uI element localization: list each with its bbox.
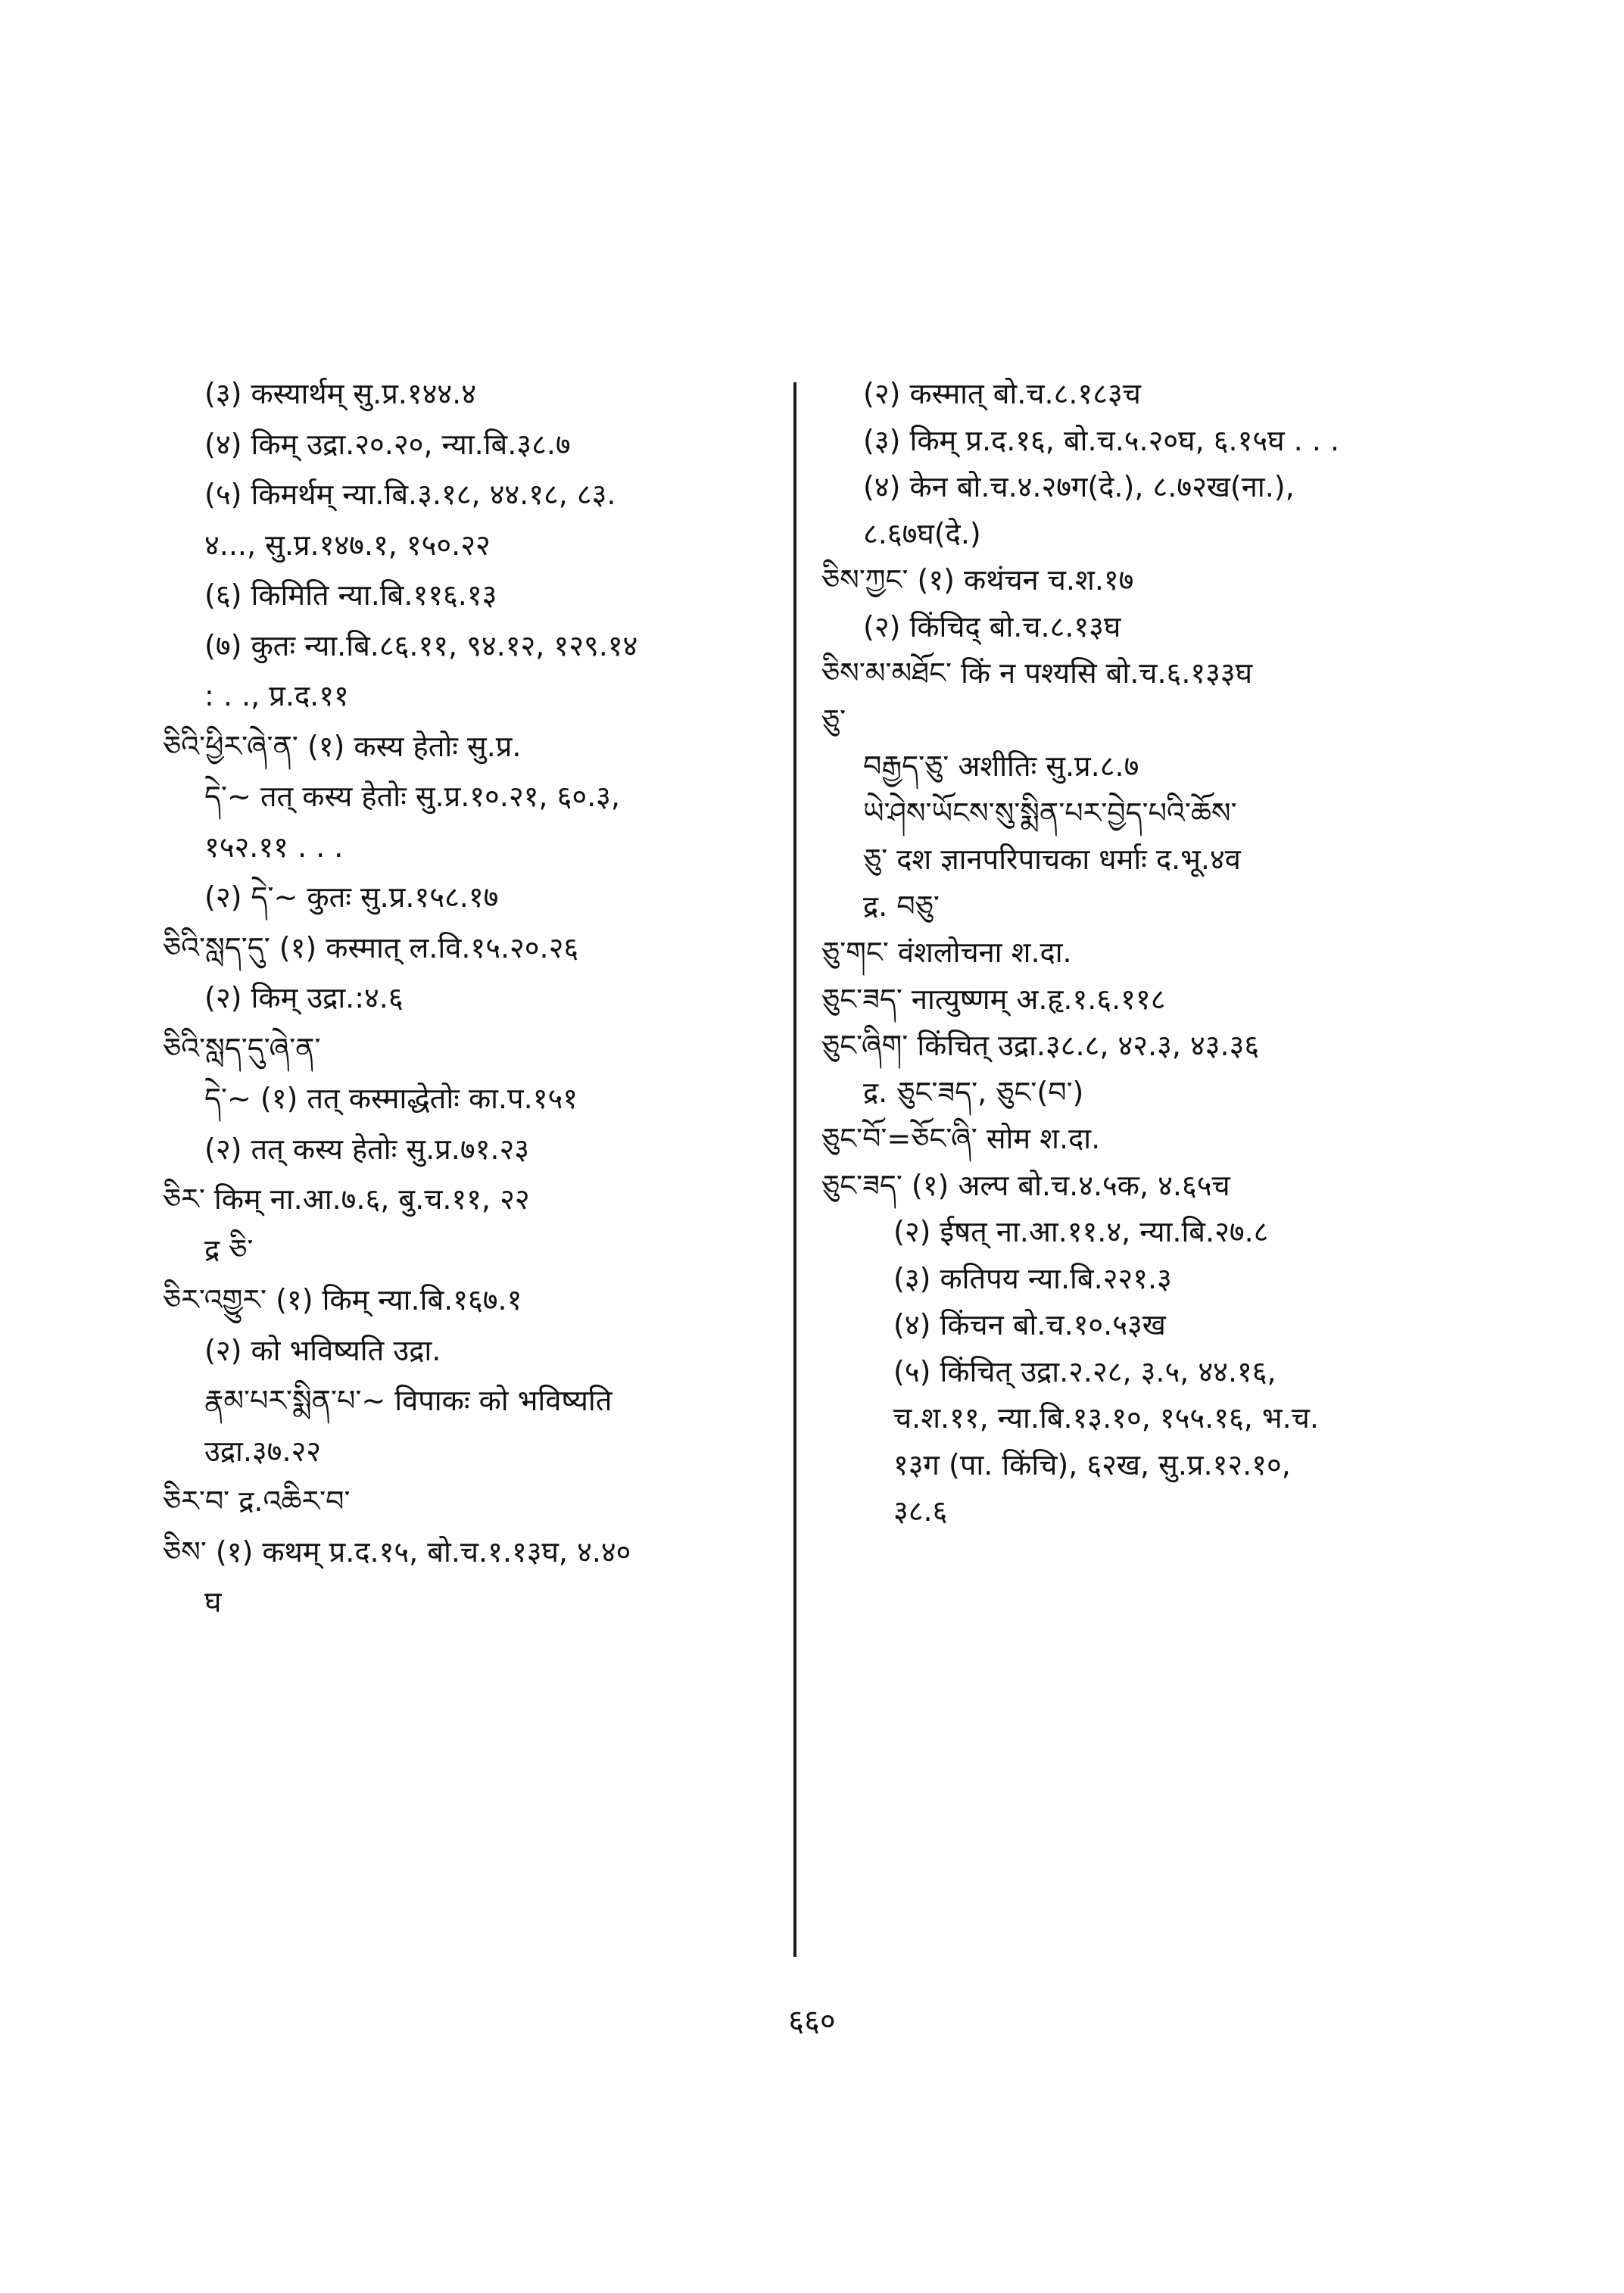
entry-line: उद्रा.३७.२२ <box>204 1434 322 1468</box>
entry-line: ཅིར་འགྱུར་ (१) किम् न्या.बि.१६७.१ <box>163 1283 522 1316</box>
page-number: ६६० <box>788 2004 836 2039</box>
entry-line: च.श.११, न्या.बि.१३.१०, १५५.१६, भ.च. <box>893 1401 1319 1435</box>
entry-line: ཅུང་ཟད་ नात्युष्णम् अ.हृ.१.६.११८ <box>821 982 1166 1016</box>
entry-line: ८.६७घ(दे.) <box>863 516 981 550</box>
entry-line: द्र ཅི་ <box>204 1232 254 1266</box>
entry-line: ཅིར་ किम् ना.आ.७.६, बु.च.११, २२ <box>163 1182 530 1216</box>
entry-line: ཅིས་ (१) कथम् प्र.द.१५, बो.च.१.१३घ, ४.४० <box>163 1534 631 1569</box>
entry-line: (५) किमर्थम् न्या.बि.३.१८, ४४.१८, ८३. <box>204 478 616 511</box>
entry-line: (२) तत् कस्य हेतोः सु.प्र.७१.२३ <box>204 1132 529 1166</box>
entry-line: (२) ईषत् ना.आ.११.४, न्या.बि.२७.८ <box>893 1215 1269 1248</box>
entry-line: (४) केन बो.च.४.२७ग(दे.), ८.७२ख(ना.), <box>863 470 1295 503</box>
entry-line: (४) किम् उद्रा.२०.२०, न्या.बि.३८.७ <box>204 427 571 461</box>
entry-line: ཅུང་བོ་=ཅོང་ཞི་ सोम श.दा. <box>821 1122 1101 1155</box>
entry-line: (३) कस्यार्थम् सु.प्र.१४४.४ <box>204 377 477 410</box>
entry-line: ཅུང་ཞིག་ किंचित् उद्रा.३८.८, ४२.३, ४३.३६ <box>821 1029 1260 1062</box>
entry-line: བརྒྱད་ཅུ་ अशीतिः सु.प्र.८.७ <box>863 749 1139 783</box>
entry-line: (२) किम् उद्रा.:४.६ <box>204 981 404 1014</box>
entry-line: ཅིའི་སླད་དུ་ (१) कस्मात् ल.वि.१५.२०.२६ <box>163 930 579 964</box>
entry-line: (२) कस्मात् बो.च.८.१८३च <box>863 377 1141 410</box>
entry-line: ཡེ་ཤེས་ཡོངས་སུ་སྨིན་པར་བྱེད་པའི་ཆོས་ <box>863 796 1237 830</box>
entry-line: १३ग (पा. किंचि), ६२ख, सु.प्र.१२.१०, <box>893 1447 1291 1481</box>
entry-line: ཅུ་ <box>821 703 846 737</box>
entry-line: द्र. བཅུ་ <box>863 889 940 923</box>
entry-line: ४..., सु.प्र.१४७.१, १५०.२२ <box>204 528 491 562</box>
entry-line: ३८.६ <box>893 1494 948 1528</box>
entry-line: (७) कुतः न्या.बि.८६.११, ९४.१२, १२९.१४ <box>204 628 638 662</box>
entry-line: (३) कतिपय न्या.बि.२२१.३ <box>893 1261 1172 1295</box>
entry-line: ཅིའི་ཕྱིར་ཞེ་ན་ (१) कस्य हेतोः सु.प्र. <box>163 729 522 763</box>
entry-line: ཅུ་གང་ वंशलोचना श.दा. <box>821 936 1072 969</box>
entry-line: ཅིར་བ་ द्र.འཆིར་བ་ <box>163 1485 351 1518</box>
entry-line: དེ་~ (१) तत् कस्माद्धेतोः का.प.१५१ <box>204 1082 578 1115</box>
entry-line: द्र. ཅུང་ཟད་, ཅུང་(བ་) <box>863 1075 1084 1109</box>
entry-line: རྣམ་པར་སྨིན་པ་~ विपाकः को भविष्यति <box>204 1384 613 1417</box>
entry-line: (२) དེ་~ कुतः सु.प्र.१५८.१७ <box>204 880 499 914</box>
entry-line: (३) किम् प्र.द.१६, बो.च.५.२०घ, ६.१५घ . . . <box>863 423 1340 457</box>
entry-line: ཅུ་ दश ज्ञानपरिपाचका धर्माः द.भू.४व <box>863 843 1241 876</box>
entry-line: ཅིས་ཀྱང་ (१) कथंचन च.श.१७ <box>821 563 1134 597</box>
entry-line: १५२.११ . . . <box>204 830 344 864</box>
entry-line: (२) को भविष्यति उद्रा. <box>204 1333 441 1367</box>
entry-line: (६) किमिति न्या.बि.११६.१३ <box>204 578 497 612</box>
entry-line: (४) किंचन बो.च.१०.५३ख <box>893 1308 1166 1341</box>
entry-line: དེ་~ तत् कस्य हेतोः सु.प्र.१०.२१, ६०.३, <box>204 780 621 813</box>
entry-line: (५) किंचित् उद्रा.२.२८, ३.५, ४४.१६, <box>893 1354 1276 1388</box>
column-divider <box>793 382 796 1957</box>
entry-line: (२) किंचिद् बो.च.८.१३घ <box>863 609 1121 643</box>
entry-line: ཅིས་མ་མཐོང་ किं न पश्यसि बो.च.६.१३३घ <box>821 656 1253 690</box>
entry-line: घ <box>204 1585 222 1618</box>
entry-line: : . ., प्र.द.११ <box>204 679 349 712</box>
entry-line: ཅིའི་སླད་དུ་ཞེ་ན་ <box>163 1031 321 1065</box>
entry-line: ཅུང་ཟད་ (१) अल्प बो.च.४.५क, ४.६५च <box>821 1168 1230 1202</box>
